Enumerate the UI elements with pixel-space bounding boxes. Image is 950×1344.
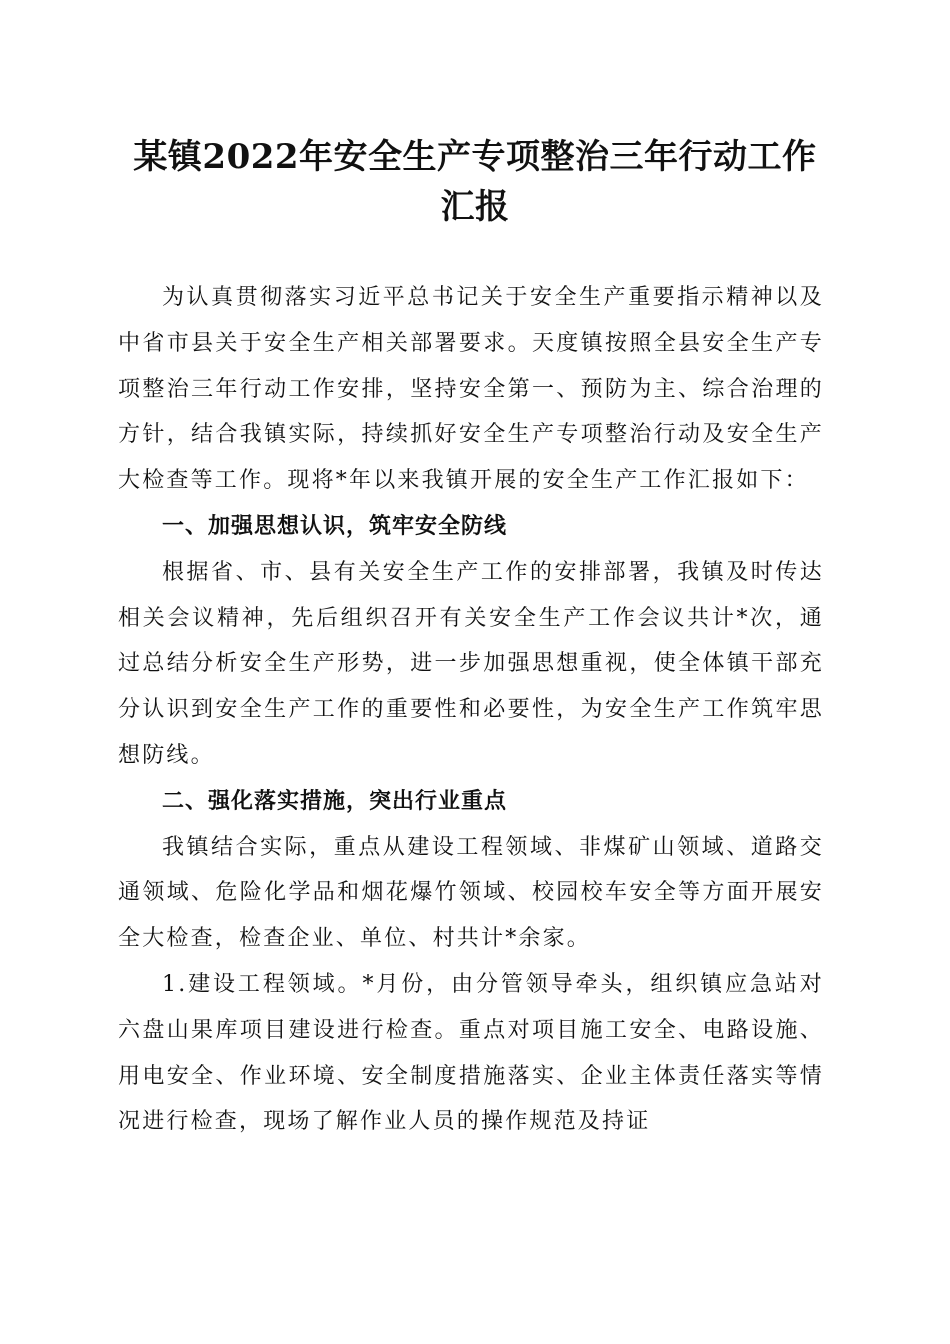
document-body: [118, 275, 824, 1145]
title-line-1: 某镇2022年安全生产专项整治三年行动工作: [133, 137, 817, 177]
section-2-paragraph: 我镇结合实际，重点从建设工程领域、非煤矿山领域、道路交通领域、危险化学品和烟花爆竹领域、校园校车安全等方面开展安全大检查，检查企业、单位、村共计*余家。: [118, 834, 824, 952]
title-line-2: 汇报: [440, 187, 510, 227]
item-1-paragraph: 1.建设工程领域。*月份，由分管领导牵头，组织镇应急站对六盘山果库项目建设进行检查。重点对项目施工安全、电路设施、用电安全、作业环境、安全制度措施落实、企业主体责任落实等情况进行检查，现场了解作业人员的操作规范及持证: [118, 971, 824, 1135]
document-title: [100, 132, 850, 232]
intro-paragraph: 为认真贯彻落实习近平总书记关于安全生产重要指示精神以及中省市县关于安全生产相关部署要求。天度镇按照全县安全生产专项整治三年行动工作安排，坚持安全第一、预防为主、综合治理的方针，结合我镇实际，持续抓好安全生产专项整治行动及安全生产大检查等工作。现将*年以来我镇开展的安全生产工作汇报如下：: [118, 285, 824, 494]
section-1-heading: 一、加强思想认识，筑牢安全防线: [162, 513, 508, 539]
section-1-paragraph: 根据省、市、县有关安全生产工作的安排部署，我镇及时传达相关会议精神，先后组织召开有关安全生产工作会议共计*次，通过总结分析安全生产形势，进一步加强思想重视，使全体镇干部充分认识到安全生产工作的重要性和必要性，为安全生产工作筑牢思想防线。: [118, 559, 824, 768]
section-2-heading: 二、强化落实措施，突出行业重点: [162, 788, 508, 814]
